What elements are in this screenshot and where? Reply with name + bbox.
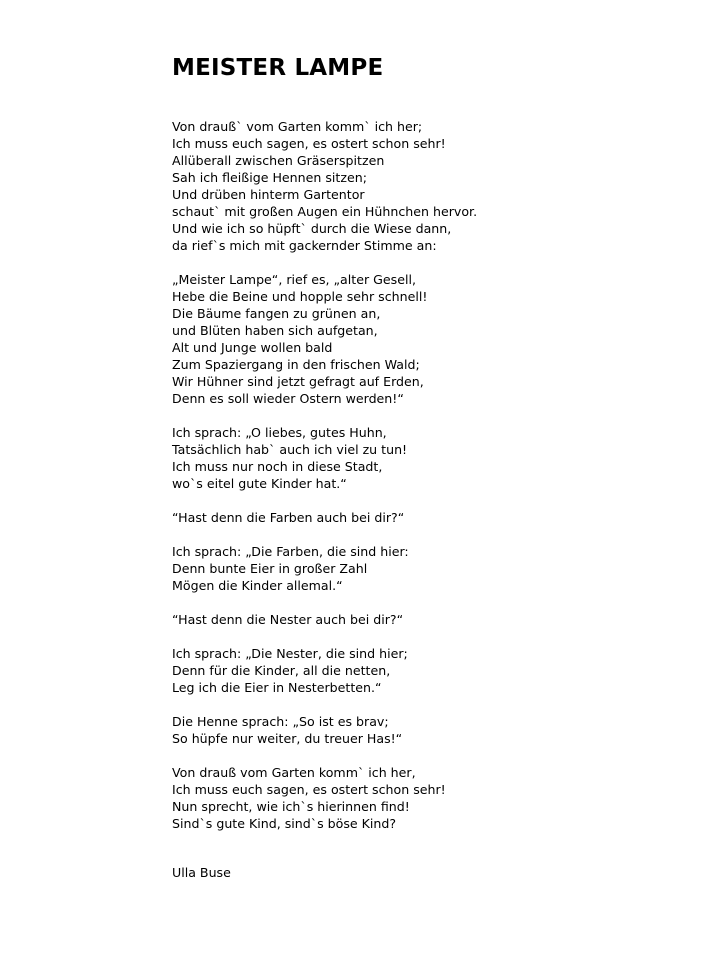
poem-stanza xyxy=(172,713,692,747)
poem-line: Alt und Junge wollen bald xyxy=(172,340,333,355)
poem-line: Sind`s gute Kind, sind`s böse Kind? xyxy=(172,816,397,831)
poem-line: Ich sprach: „O liebes, gutes Huhn, xyxy=(172,425,387,440)
document-page xyxy=(172,50,692,881)
poem-author: Ulla Buse xyxy=(172,865,231,880)
poem-body xyxy=(172,118,692,832)
poem-line: Ich sprach: „Die Nester, die sind hier; xyxy=(172,646,408,661)
poem-line: Ich muss euch sagen, es ostert schon sehr! xyxy=(172,136,446,151)
poem-title: MEISTER LAMPE xyxy=(172,55,384,81)
poem-stanza xyxy=(172,271,692,407)
poem-stanza xyxy=(172,509,692,526)
poem-line: Zum Spaziergang in den frischen Wald; xyxy=(172,357,420,372)
poem-line: “Hast denn die Farben auch bei dir?“ xyxy=(172,510,405,525)
poem-stanza xyxy=(172,543,692,594)
poem-line: Ich muss euch sagen, es ostert schon sehr! xyxy=(172,782,446,797)
poem-line: Die Henne sprach: „So ist es brav; xyxy=(172,714,389,729)
poem-line: Die Bäume fangen zu grünen an, xyxy=(172,306,381,321)
poem-stanza xyxy=(172,645,692,696)
poem-line: So hüpfe nur weiter, du treuer Has!“ xyxy=(172,731,403,746)
poem-line: Und wie ich so hüpft` durch die Wiese dann, xyxy=(172,221,452,236)
poem-line: Mögen die Kinder allemal.“ xyxy=(172,578,343,593)
poem-line: und Blüten haben sich aufgetan, xyxy=(172,323,378,338)
poem-line: Hebe die Beine und hopple sehr schnell! xyxy=(172,289,428,304)
poem-line: schaut` mit großen Augen ein Hühnchen hervor. xyxy=(172,204,478,219)
poem-stanza xyxy=(172,118,692,254)
poem-stanza xyxy=(172,424,692,492)
poem-line: “Hast denn die Nester auch bei dir?“ xyxy=(172,612,404,627)
poem-line: Und drüben hinterm Gartentor xyxy=(172,187,365,202)
poem-stanza xyxy=(172,611,692,628)
poem-line: Ich sprach: „Die Farben, die sind hier: xyxy=(172,544,409,559)
poem-line: Leg ich die Eier in Nesterbetten.“ xyxy=(172,680,382,695)
poem-line: wo`s eitel gute Kinder hat.“ xyxy=(172,476,347,491)
poem-line: Denn es soll wieder Ostern werden!“ xyxy=(172,391,404,406)
poem-line: „Meister Lampe“, rief es, „alter Gesell, xyxy=(172,272,416,287)
poem-line: Allüberall zwischen Gräserspitzen xyxy=(172,153,385,168)
poem-line: Denn bunte Eier in großer Zahl xyxy=(172,561,368,576)
poem-line: Ich muss nur noch in diese Stadt, xyxy=(172,459,383,474)
poem-line: da rief`s mich mit gackernder Stimme an: xyxy=(172,238,437,253)
poem-line: Nun sprecht, wie ich`s hierinnen find! xyxy=(172,799,410,814)
poem-line: Von drauß` vom Garten komm` ich her; xyxy=(172,119,423,134)
poem-line: Tatsächlich hab` auch ich viel zu tun! xyxy=(172,442,408,457)
poem-line: Von drauß vom Garten komm` ich her, xyxy=(172,765,416,780)
poem-line: Sah ich fleißige Hennen sitzen; xyxy=(172,170,367,185)
poem-stanza xyxy=(172,764,692,832)
poem-line: Denn für die Kinder, all die netten, xyxy=(172,663,391,678)
poem-line: Wir Hühner sind jetzt gefragt auf Erden, xyxy=(172,374,424,389)
